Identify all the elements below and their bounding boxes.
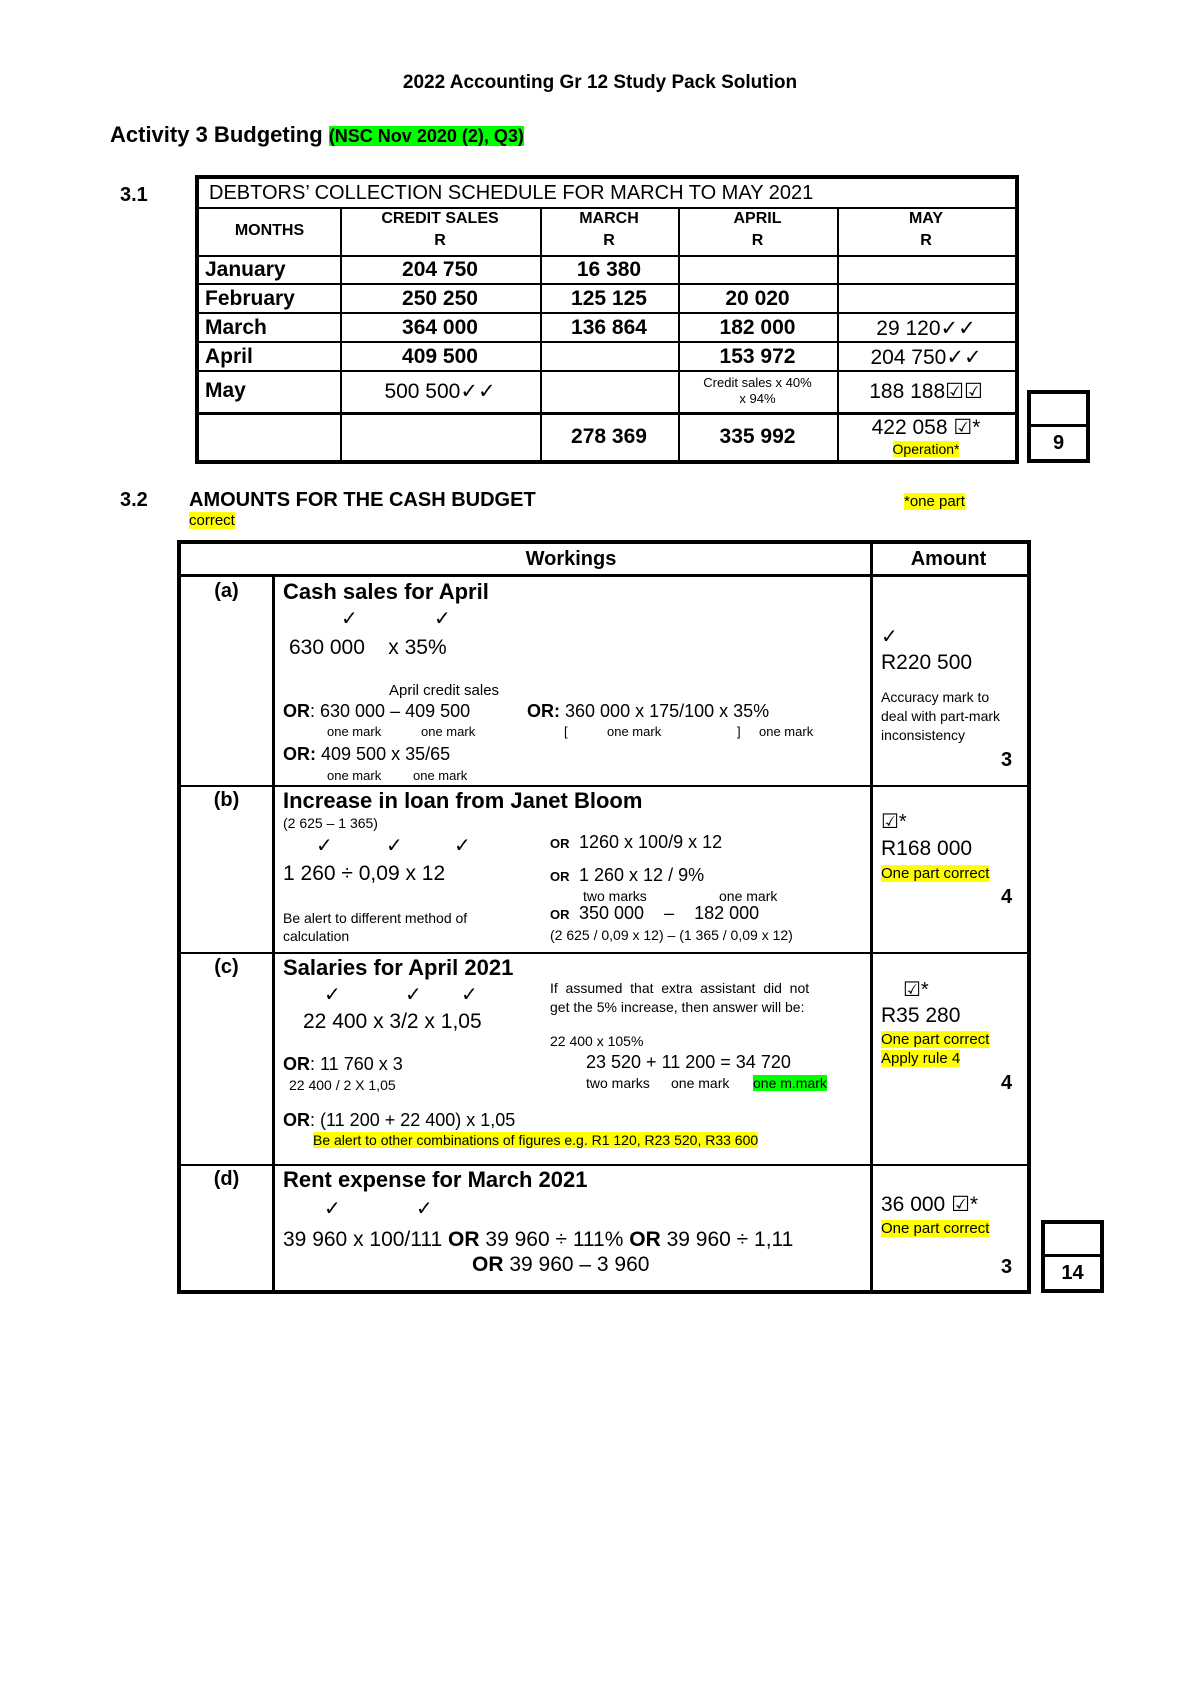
part-b-alert: calculation	[283, 928, 350, 944]
row-april: 20 020	[725, 287, 790, 310]
mark-note: two marks	[586, 1075, 650, 1091]
or-label: OR	[550, 869, 570, 884]
row-month: April	[205, 345, 253, 368]
activity-title-text: Activity 3 Budgeting	[110, 122, 323, 147]
part-a-credit-note: April credit sales	[389, 682, 500, 699]
part-label-d: (d)	[213, 1168, 240, 1190]
tick-icon: ✓	[416, 1198, 433, 1220]
header-march: MARCH	[579, 210, 639, 227]
mark-note: one mark	[413, 768, 468, 783]
part-c-alt-calc: 23 520 + 11 200 = 34 720	[586, 1052, 791, 1072]
mark-bracket: [	[564, 724, 568, 739]
mark-note: one mark	[327, 768, 382, 783]
activity-source: (NSC Nov 2020 (2), Q3)	[328, 126, 524, 146]
part-a-or2: OR: 360 000 x 175/100 x 35%	[527, 701, 770, 721]
part-label-c: (c)	[214, 956, 239, 978]
part-a-note: inconsistency	[881, 727, 966, 743]
part-b-title: Increase in loan from Janet Bloom	[283, 788, 643, 813]
row-april: 153 972	[719, 345, 796, 368]
tick-icon: ✓	[386, 835, 403, 857]
mark-note: one mark	[421, 724, 476, 739]
part-b-or2: 1 260 x 12 / 9%	[579, 865, 705, 885]
tick-icon: ✓	[461, 984, 478, 1006]
table-title: DEBTORS’ COLLECTION SCHEDULE FOR MARCH TO MAY 2021	[209, 182, 814, 204]
tick-icon: ✓	[881, 626, 898, 648]
part-c-or2: OR: (11 200 + 22 400) x 1,05	[283, 1110, 516, 1130]
row-may: 204 750✓✓	[870, 346, 982, 369]
part-c-or1-sub: 22 400 / 2 X 1,05	[289, 1077, 396, 1093]
check-icon: ☑*	[903, 979, 929, 1001]
mark-bracket: ]	[737, 724, 741, 739]
mark-note: one mark	[671, 1075, 730, 1091]
mark-note: one mark	[759, 724, 814, 739]
tick-icon: ✓	[324, 1198, 341, 1220]
section-title-3-2: AMOUNTS FOR THE CASH BUDGET	[189, 489, 536, 511]
or-label: OR	[550, 836, 570, 851]
tick-icon: ✓	[316, 835, 333, 857]
part-a-or1: OR: 630 000 – 409 500	[283, 701, 471, 721]
mark-note: one mark	[327, 724, 382, 739]
row-credit: 364 000	[402, 316, 478, 339]
part-d-amount: 36 000 ☑*	[881, 1193, 979, 1216]
marks-value: 14	[1061, 1262, 1084, 1284]
one-part-note-cont: correct	[189, 512, 235, 529]
part-d-calc-2: OR 39 960 – 3 960	[472, 1253, 650, 1276]
row-month: March	[205, 316, 267, 339]
header-workings: Workings	[525, 548, 617, 570]
one-part-note: *one part	[904, 493, 965, 510]
part-c-alt: 22 400 x 105%	[550, 1033, 644, 1049]
header-credit-sales: CREDIT SALES	[381, 210, 499, 227]
part-c-alt: If assumed that extra assistant did not	[550, 980, 810, 996]
row-may: 188 188☑☑	[869, 380, 983, 403]
part-c-or1: OR: 11 760 x 3	[283, 1054, 403, 1074]
row-month: January	[205, 258, 286, 281]
part-label-a: (a)	[214, 580, 239, 602]
marks-box-3-1	[1027, 390, 1090, 463]
part-b-note: One part correct	[881, 865, 990, 882]
row-march: 136 864	[571, 316, 647, 339]
row-month: February	[205, 287, 295, 310]
row-march: 125 125	[571, 287, 647, 310]
row-credit: 500 500✓✓	[384, 380, 496, 403]
part-c-calc: 22 400 x 3/2 x 1,05	[303, 1010, 482, 1033]
part-c-marks: 4	[1001, 1072, 1013, 1094]
cash-budget-table	[177, 540, 1031, 1294]
mark-note: one m.mark	[753, 1075, 827, 1091]
mark-note: one mark	[607, 724, 662, 739]
header-may: MAY	[908, 210, 944, 227]
part-b-or3: 350 000 – 182 000	[579, 903, 760, 923]
part-a-calc: 630 000 x 35%	[289, 636, 447, 659]
marks-box-3-2	[1041, 1220, 1104, 1293]
part-a-note: deal with part-mark	[881, 708, 1001, 724]
part-b-calc: 1 260 ÷ 0,09 x 12	[283, 862, 446, 885]
question-number-3-2: 3.2	[120, 489, 148, 511]
part-a-marks: 3	[1001, 749, 1013, 771]
header-april-unit: R	[751, 232, 764, 249]
row-credit: 204 750	[402, 258, 478, 281]
question-number-3-1: 3.1	[120, 184, 148, 206]
part-a-or3: OR: 409 500 x 35/65	[283, 744, 451, 764]
row-credit: 250 250	[402, 287, 478, 310]
part-b-amount: R168 000	[881, 837, 973, 860]
row-april-note: x 94%	[739, 391, 776, 406]
page-header: 2022 Accounting Gr 12 Study Pack Solution	[402, 72, 798, 93]
or-label: OR	[550, 907, 570, 922]
part-b-alert: Be alert to different method of	[283, 910, 468, 926]
part-d-marks: 3	[1001, 1256, 1013, 1278]
tick-icon: ✓	[434, 608, 451, 630]
part-c-amount: R35 280	[881, 1004, 961, 1027]
header-credit-sales-unit: R	[434, 232, 446, 249]
header-april: APRIL	[733, 210, 782, 227]
part-d-note: One part correct	[881, 1220, 990, 1237]
part-label-b: (b)	[213, 789, 240, 811]
tick-icon: ✓	[405, 984, 422, 1006]
debtors-collection-table	[195, 175, 1019, 464]
part-c-note: One part correct	[881, 1031, 990, 1048]
tick-icon: ✓	[454, 835, 471, 857]
activity-title	[110, 122, 524, 148]
tick-icon: ✓	[341, 608, 358, 630]
part-b-sub: (2 625 – 1 365)	[283, 815, 378, 831]
row-april: 182 000	[719, 316, 796, 339]
mark-note: one mark	[719, 888, 778, 904]
part-a-note: Accuracy mark to	[881, 689, 990, 705]
header-months: MONTHS	[234, 222, 305, 239]
part-b-marks: 4	[1001, 886, 1013, 908]
header-march-unit: R	[603, 232, 615, 249]
part-c-alert: Be alert to other combinations of figures e.g. R1 120, R23 520, R33 600	[313, 1132, 759, 1148]
row-month: May	[205, 379, 246, 402]
part-c-alt: get the 5% increase, then answer will be:	[550, 999, 805, 1015]
tick-icon: ✓	[324, 984, 341, 1006]
total-march: 278 369	[571, 425, 647, 448]
header-may-unit: R	[920, 232, 932, 249]
row-april-note: Credit sales x 40%	[703, 375, 812, 390]
part-c-note: Apply rule 4	[881, 1050, 961, 1067]
total-may-note: Operation*	[892, 441, 960, 457]
part-a-amount: R220 500	[881, 651, 973, 674]
row-may: 29 120✓✓	[876, 317, 976, 340]
part-b-or1: 1260 x 100/9 x 12	[579, 832, 723, 852]
total-may: 422 058 ☑*	[871, 416, 981, 439]
header-amount: Amount	[910, 548, 987, 570]
check-icon: ☑*	[881, 811, 907, 833]
part-c-title: Salaries for April 2021	[283, 955, 514, 980]
row-credit: 409 500	[402, 345, 478, 368]
total-april: 335 992	[719, 425, 796, 448]
row-march: 16 380	[576, 258, 642, 281]
part-d-title: Rent expense for March 2021	[283, 1167, 588, 1192]
part-a-title: Cash sales for April	[283, 579, 489, 604]
part-b-or3-note: (2 625 / 0,09 x 12) – (1 365 / 0,09 x 12)	[550, 927, 793, 943]
part-d-calc: 39 960 x 100/111 OR 39 960 ÷ 111% OR 39 960 ÷ 1,11	[283, 1228, 794, 1251]
marks-value: 9	[1052, 432, 1065, 454]
mark-note: two marks	[583, 888, 647, 904]
